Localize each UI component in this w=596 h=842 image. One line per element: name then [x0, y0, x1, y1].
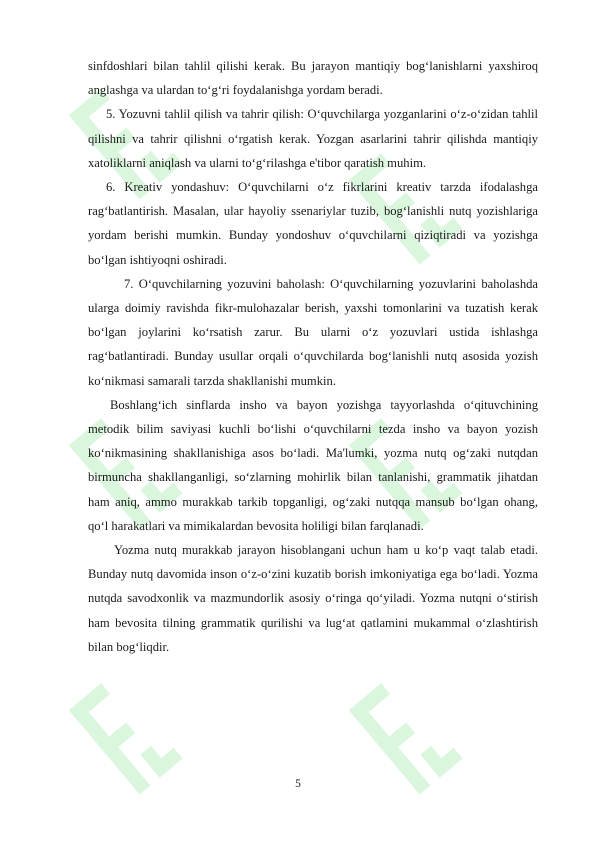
- logo-watermark-icon: [50, 655, 200, 815]
- paragraph-item-7: 7. O‘quvchilarning yozuvini baholash: O‘quvchilarning yozuvlarini baholashda ularga doimiy ravishda fikr-mulohazalar berish, yaxshi tomonlarini va tuzatish kerak bo‘lgan joylarini ko‘rsatish zarur. Bu ularni o‘z yozuvlari ustida ishlashga rag‘batlantiradi. Bunday usullar orqali o‘quvchilarda bog‘lanishli nutq asosida yozish ko‘nikmasi samarali tarzda shakllanishi mumkin.: [88, 276, 538, 388]
- page-number: 5: [295, 778, 301, 790]
- paragraph-continuation: sinfdoshlari bilan tahlil qilishi kerak. Bu jarayon mantiqiy bog‘lanishlarni yaxshiroq anglashga va ulardan to‘g‘ri foydalanishga yordam beradi.: [88, 59, 538, 98]
- paragraph-item-5: 5. Yozuvni tahlil qilish va tahrir qilish: O‘quvchilarga yozganlarini o‘z-o‘zidan tahlil qilishni va tahrir qilishni o‘rgatish kerak. Yozgan asarlarini tahrir qilishda mantiqiy xatoliklarni aniqlash va ularni to‘g‘rilashga e'tibor qaratish muhim.: [88, 107, 538, 170]
- document-body: [88, 54, 538, 659]
- paragraph-boshlangich: Boshlang‘ich sinflarda insho va bayon yozishga tayyorlashda o‘qituvchining metodik bilim saviyasi kuchli bo‘lishi o‘quvchilarni tezda insho va bayon yozish ko‘nikmasining shakllanishiga asos bo‘ladi. Ma'lumki, yozma nutq og‘zaki nutqdan birmuncha shakllanganligi, so‘zlarning mohirlik bilan tanlanishi, grammatik jihatdan ham aniq, ammo murakkab tarkib topganligi, og‘zaki nutqqa mansub bo‘lgan ohang, qo‘l harakatlari va mimikalardan bevosita holiligi bilan farqlanadi.: [88, 397, 538, 533]
- logo-watermark-icon: [330, 655, 480, 815]
- paragraph-item-6: 6. Kreativ yondashuv: O‘quvchilarni o‘z fikrlarini kreativ tarzda ifodalashga rag‘batlantirish. Masalan, ular hayoliy ssenariylar tuzib, bog‘lanishli nutq yozishlariga yordam berishi mumkin. Bunday yondoshuv o‘quvchilarni qiziqtiradi va yozishga bo‘lgan ishtiyoqni oshiradi.: [88, 180, 538, 267]
- paragraph-yozma-nutq: Yozma nutq murakkab jarayon hisoblangani uchun ham u ko‘p vaqt talab etadi. Bunday nutq davomida inson o‘z-o‘zini kuzatib borish imkoniyatiga ega bo‘ladi. Yozma nutqda savodxonlik va mazmundorlik asosiy o‘ringa qo‘yiladi. Yozma nutqni o‘stirish ham bevosita tilning grammatik qurilishi va lug‘at qatlamini mukammal o‘zlashtirish bilan bog‘liqdir.: [88, 543, 538, 654]
